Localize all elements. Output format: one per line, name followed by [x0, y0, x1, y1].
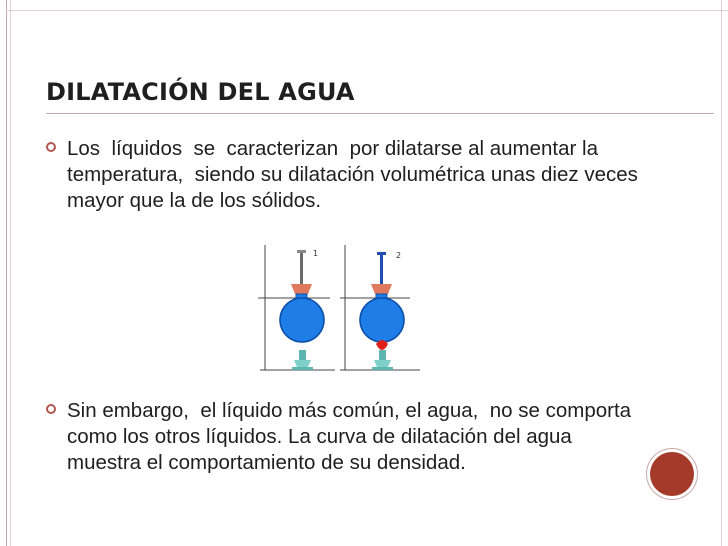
- flask-2-label: 2: [396, 251, 402, 260]
- burner-1: [292, 350, 313, 370]
- bullet-ring-icon: [46, 404, 56, 414]
- accent-circle-decoration: [650, 452, 694, 496]
- bullet-1-text: Los líquidos se caracterizan por dilatarse al aumentar la temperatura, siendo su dilatación volumétrica unas diez veces mayor que la de los sólidos.: [67, 137, 644, 212]
- flask-1-label: 1: [313, 249, 319, 258]
- flask-1: [280, 249, 324, 342]
- flask-2: [360, 251, 404, 342]
- bullet-2-text: Sin embargo, el líquido más común, el agua, no se comporta como los otros líquidos. La curva de dilatación del agua muestra el comportamiento de su densidad.: [67, 399, 637, 474]
- slide-title: DILATACIÓN DEL AGUA: [46, 78, 355, 106]
- frame-left-inner-line: [10, 0, 11, 546]
- flask-dilatation-diagram: [250, 240, 430, 375]
- bullet-ring-icon: [46, 142, 56, 152]
- frame-right-line: [721, 0, 722, 546]
- title-divider: [46, 113, 714, 114]
- frame-left-line: [6, 0, 7, 546]
- bullet-1: [46, 136, 646, 214]
- burner-2: [372, 340, 393, 370]
- bullet-2: [46, 398, 646, 476]
- frame-top-line: [6, 10, 728, 11]
